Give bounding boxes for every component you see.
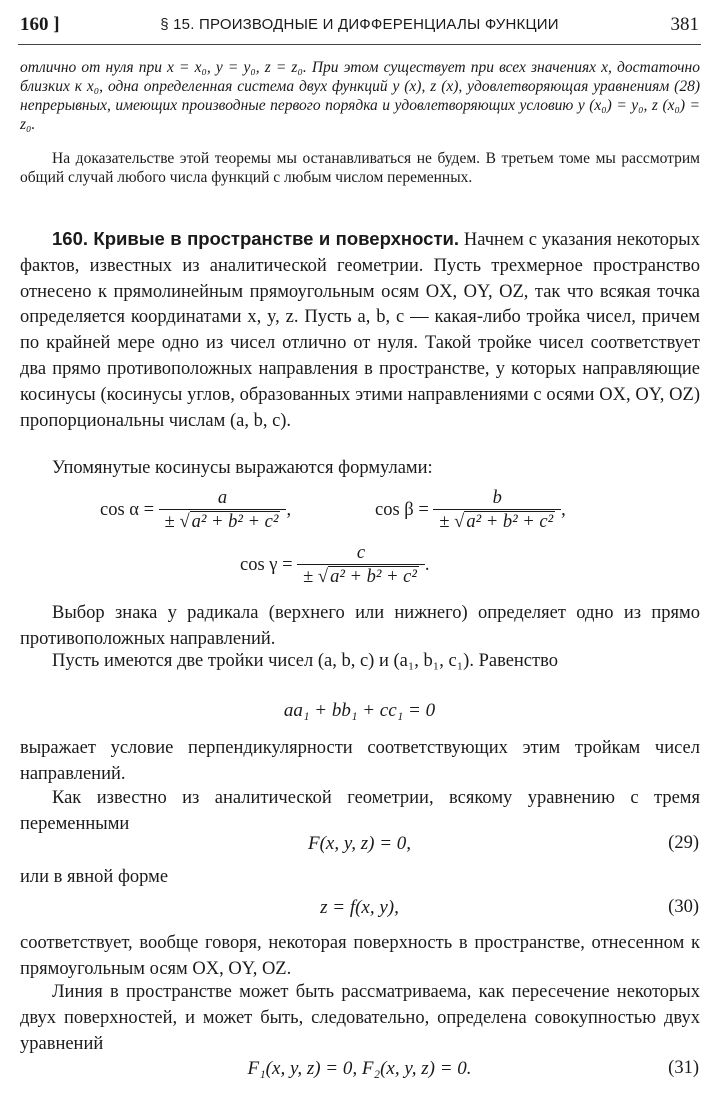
page-number-left: 160 ]	[20, 14, 60, 35]
section-heading: 160. Кривые в пространстве и поверхности.	[52, 228, 460, 249]
paragraph-sign-choice: Выбор знака у радикала (верхнего или нижнего) определяет одно из прямо противоположных направлений.	[20, 603, 700, 649]
equation-31: F₁(x, y, z) = 0, F₂(x, y, z) = 0.	[247, 1058, 472, 1079]
section-intro: Начнем с указания некоторых фактов, известных из аналитической геометрии. Пусть трехмерное пространство отнесено к прямолинейным прямоугольным осям OX, OY, OZ, так что всякая точка определяется координатами x, y, z. Пусть a, b, c — какая-либо тройка чисел, причем по крайней мере одно из чисел отлично от нуля. Такой тройке чисел соответствует два прямо противоположных направления в пространстве, у которых направляющие косинусы (косинусы углов, образованных этими направлениями с осями OX, OY, OZ) пропорциональны числам (a, b, c).	[20, 230, 700, 431]
running-head: § 15. ПРОИЗВОДНЫЕ И ДИФФЕРЕНЦИАЛЫ ФУНКЦИИ	[160, 16, 559, 33]
formula-cos-alpha: cos α = $\frac{a}{\text{± √ a² + b² + c²}}$ ,	[100, 488, 292, 532]
equation-29: F(x, y, z) = 0,	[307, 833, 412, 854]
paragraph-two-triples: Пусть имеются две тройки чисел (a, b, c) и (a₁, b₁, c₁). Равенство	[52, 651, 558, 671]
formula-cos-beta: cos β = $\frac{b}{\text{± √ a² + b² + c²}}$ ,	[375, 488, 566, 532]
equation-30: z = f(x, y),	[320, 897, 399, 918]
header-rule	[18, 44, 701, 45]
formula-cos-gamma: cos γ = $\frac{c}{\text{± √ a² + b² + c²}}$ .	[240, 543, 430, 587]
section-paragraph-1	[20, 226, 700, 434]
formula-cos-alpha-numerator: a	[217, 488, 228, 508]
paragraph-surface-intro: Как известно из аналитической геометрии, всякому уравнению с тремя переменными	[20, 788, 700, 834]
formula-cos-gamma-numerator: c	[356, 543, 366, 563]
paragraph-surface: соответствует, вообще говоря, некоторая поверхность в пространстве, отнесенном к прямоугольным осям OX, OY, OZ.	[20, 933, 700, 979]
paragraph-perpendicularity: выражает условие перпендикулярности соответствующих этим тройкам чисел направлений.	[20, 738, 700, 784]
theorem-text: отлично от нуля при x = x₀, y = y₀, z = z₀. При этом существует при всех значениях x, достаточно близких к x₀, одна определенная система двух функций y (x), z (x), удовлетворяющая уравнениям (28) непрерывных, имеющих производные первого порядка и удовлетворяющих условию y (x₀) = y₀, z (x₀) = z₀.	[20, 59, 700, 133]
equation-29-number: (29)	[668, 833, 699, 853]
paragraph-explicit-form: или в явной форме	[20, 867, 169, 887]
formula-cos-beta-numerator: b	[492, 488, 502, 508]
equation-31-number: (31)	[668, 1058, 699, 1078]
equation-perpendicularity: aa₁ + bb₁ + cc₁ = 0	[283, 700, 436, 721]
paragraph-line-intersection: Линия в пространстве может быть рассматриваема, как пересечение некоторых двух поверхностей, и может быть, следовательно, определена совокупностью двух уравнений	[20, 982, 700, 1054]
formulas-intro: Упомянутые косинусы выражаются формулами:	[52, 458, 433, 478]
equation-30-number: (30)	[668, 897, 699, 917]
page-number-right: 381	[670, 14, 699, 35]
remark-text: На доказательстве этой теоремы мы останавливаться не будем. В третьем томе мы рассмотрим общий случай любого числа функций с любым числом переменных.	[20, 150, 700, 186]
